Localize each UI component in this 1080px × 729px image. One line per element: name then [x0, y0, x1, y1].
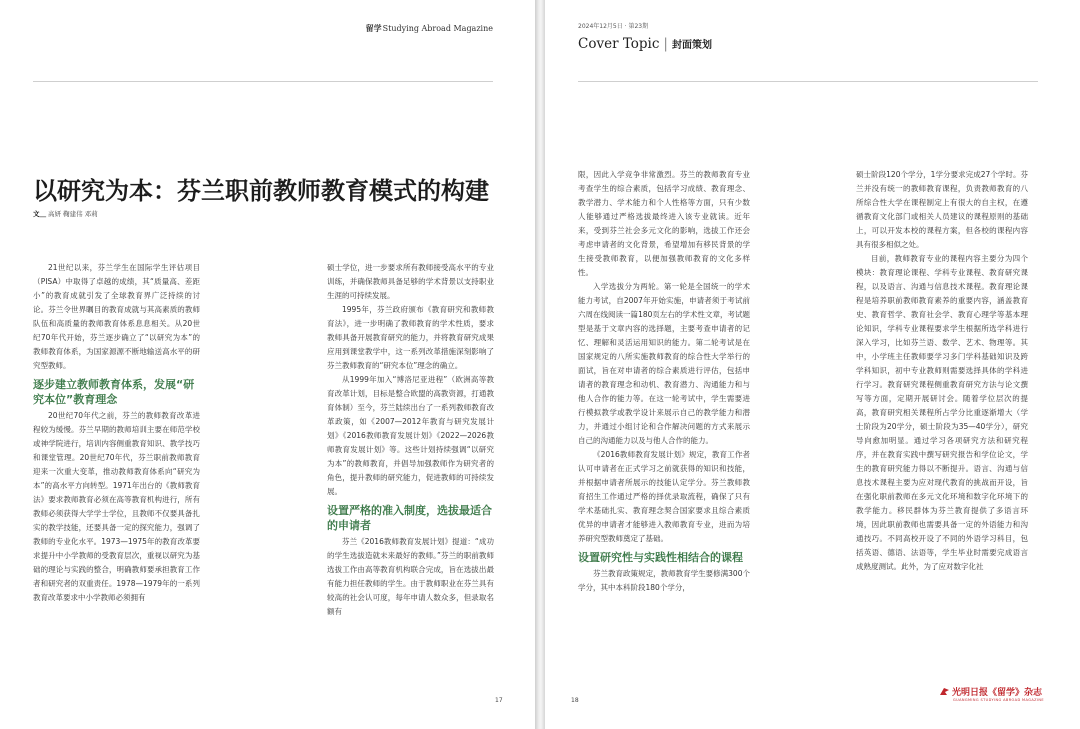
header-divider — [578, 81, 1038, 82]
magazine-mark: 留学 — [365, 23, 382, 33]
paragraph: 限，因此入学竞争非常激烈。芬兰的教师教育专业考查学生的综合素质，包括学习成绩、教育理念、教学潜力、学术能力和个人性格等方面，只有少数人能够通过严格选拔最终进入该专业就读。近年来，受到芬兰社会多元文化的影响，选拔工作还会考虑申请者的文化背景，希望增加有移民背景的学生接受教师教育，以便加强教师教育的文化多样性。 — [578, 170, 750, 277]
paragraph: 目前，教师教育专业的课程内容主要分为四个模块：教育理论课程、学科专业课程、教育研究课程，以及语言、沟通与信息技术课程。教育理论课程是培养职前教师教育素养的重要内容，涵盖教育史、教育哲学、教育社会学、教育心理学等基本理论知识，学科专业课程要求学生根据所选学科进行深入学习，比如芬兰语、数学、艺术、物理等。其中，小学班主任教师要学习多门学科基础知识及跨学科知识，初中专业教师则需要选择具体的学科进行学习。教育研究课程侧重教育研究方法与论文撰写等方面，定期开展研讨会。随着学位层次的提高，教育研究相关课程所占学分比重逐渐增大（学士阶段为20学分，硕士阶段为35—40学分），研究导向愈加明显。通过学习各项研究方法和研究程序，并在教育实践中撰写研究报告和学位论文，学生的教育研究能力得以不断提升。语言、沟通与信息技术课程主要为应对现代教育的挑战而开设，旨在强化职前教师在多元文化环境和数字化环境下的教学能力。移民群体为芬兰教育提供了多语言环境，因此职前教师也需要具备一定的外语能力和沟通技巧。不同高校开设了不同的外语学习科目，包括英语、德语、法语等，学生毕业时需要完成语言成熟度测试。此外，为了应对数字化社 — [856, 254, 1028, 571]
issue-date: 2024年12月5日 · 第23期 — [578, 23, 649, 30]
paragraph: 硕士阶段120个学分，1学分要求完成27个学时。芬兰并没有统一的教师教育课程，负责教师教育的八所综合性大学在课程制定上有很大的自主权，在遵循教育文化部门或相关人员建议的课程原则的基础上，可以开发本校的课程方案，但各校的课程内容具有很多相似之处。 — [856, 170, 1028, 249]
paragraph: 硕士学位，进一步要求所有教师接受高水平的专业训练，并确保教师具备足够的学术背景以支持职业生涯的可持续发展。 — [327, 263, 494, 300]
left-column-1 — [33, 261, 200, 693]
paragraph: 《2016教师教育发展计划》规定，教育工作者认可申请者在正式学习之前就获得的知识和技能，并根据申请者所展示的技能认定学分。芬兰教师教育招生工作通过严格的择优录取流程，确保了只有学术基础扎实、教育理念契合国家要求且综合素质优异的申请者才能够进入教师教育专业，进而为培养研究型教师奠定了基础。 — [578, 450, 750, 543]
right-page — [545, 0, 1080, 729]
magazine-logo — [939, 685, 1042, 698]
paragraph: 21世纪以来，芬兰学生在国际学生评估项目（PISA）中取得了卓越的成绩，其“质量高、差距小”的教育成就引发了全球教育界广泛持续的讨论。芬兰令世界瞩目的教育成就与其高素质的教师队伍和高质量的教师教育体系息息相关。从20世纪70年代开始，芬兰逐步确立了“以研究为本”的教师教育体系，为国家源源不断地输送高水平的研究型教师。 — [33, 263, 200, 370]
section-heading: 逐步建立教师教育体系，发展“研究本位”教育理念 — [33, 378, 195, 406]
logo-flag-icon — [939, 687, 950, 696]
left-page — [0, 0, 535, 729]
byline — [33, 209, 98, 218]
spine-gutter — [535, 0, 545, 729]
left-column-2 — [327, 261, 494, 693]
paragraph: 芬兰《2016教师教育发展计划》提道：“成功的学生选拔造就未来最好的教师。”芬兰的职前教师选拔工作由高等教育机构联合完成，旨在选拔出最有能力担任教师的学生。由于教师职业在芬兰具有较高的社会认可度，每年申请人数众多，但录取名额有 — [327, 537, 494, 616]
right-column-1 — [578, 168, 750, 688]
cover-topic-cn: 封面策划 — [671, 40, 712, 51]
section-heading: 设置研究性与实践性相结合的课程 — [578, 551, 743, 564]
article-title: 以研究为本：芬兰职前教师教育模式的构建 — [33, 177, 489, 205]
byline-prefix: 文＿ — [33, 210, 46, 218]
byline-authors: 高妍 鞠建伟 邓莉 — [48, 210, 98, 218]
paragraph: 20世纪70年代之前，芬兰的教师教育改革进程较为缓慢。芬兰早期的教师培训主要在师范学校或神学院进行，培训内容侧重教育知识、教学技巧和课堂管理。20世纪70年代，芬兰职前教师教育迎来一次重大变革，推动教师教育体系向“研究为本”的高水平方向转型。1971年出台的《教师教育法》要求教师教育必须在高等教育机构进行，所有教师必须获得大学学士学位，且教师不仅要具备扎实的教学技能，还要具备一定的探究能力，强调了教师的专业化水平。1973—1975年的教育改革要求提升中小学教师的受教育层次，重视以研究为基础的理论与实践的整合，明确教师要承担教育工作者和研究者的双重责任。1978—1979年的一系列教育改革要求中小学教师必须拥有 — [33, 411, 200, 602]
page-number: 17 — [495, 697, 503, 704]
paragraph: 芬兰教育政策规定，教师教育学生要修满300个学分，其中本科阶段180个学分， — [578, 569, 750, 592]
header-divider — [33, 81, 493, 82]
page-number: 18 — [571, 697, 579, 704]
magazine-name: Studying Abroad Magazine — [382, 24, 493, 33]
cover-topic-en: Cover Topic — [578, 36, 660, 52]
section-label: Cover Topic | 封面策划 — [578, 36, 712, 52]
paragraph: 从1999年加入“博洛尼亚进程”（欧洲高等教育改革计划，目标是整合欧盟的高教资源，打通教育体制）至今，芬兰陆续出台了一系列教师教育改革政策，如《2007—2012年教育与研究发展计划》《2016教师教育发展计划》《2022—2026教师教育发展计划》等。这些计划持续强调“以研究为本”的教师教育，并倡导加强教师作为研究者的角色，提升教师的研究能力，促进教师的可持续发展。 — [327, 375, 494, 496]
paragraph: 入学选拔分为两轮。第一轮是全国统一的学术能力考试，自2007年开始实施，申请者须于考试前六周在线阅读一篇180页左右的学术性文章，考试题型是基于文章内容的选择题，主要考查申请者的记忆、理解和灵活运用知识的能力。第二轮考试是在国家规定的八所实施教师教育的综合性大学举行的面试，旨在对申请者的综合素质进行评估，包括申请者的教育理念和动机、教育潜力、沟通能力和与他人合作的能力等。在这一轮考试中，学生需要进行模拟教学或教学设计来展示自己的教学能力和潜力，并通过小组讨论和合作解决问题的方式来展示自己的沟通能力以及与他人合作的能力。 — [578, 282, 750, 445]
right-column-2 — [856, 168, 1028, 686]
paragraph: 1995年，芬兰政府颁布《教育研究和教师教育法》，进一步明确了教师教育的学术性质，要求教师具备开展教育研究的能力，并将教育研究成果应用到课堂教学中，这一系列改革措施深刻影响了芬兰教师教育的“研究本位”理念的确立。 — [327, 305, 494, 370]
magazine-header — [366, 23, 493, 34]
section-heading: 设置严格的准入制度，选拔最适合的申请者 — [327, 504, 492, 532]
logo-text: 光明日报《留学》杂志 — [952, 688, 1043, 698]
logo-subtitle: GUANGMING STUDYING ABROAD MAGAZINE — [953, 698, 1044, 702]
